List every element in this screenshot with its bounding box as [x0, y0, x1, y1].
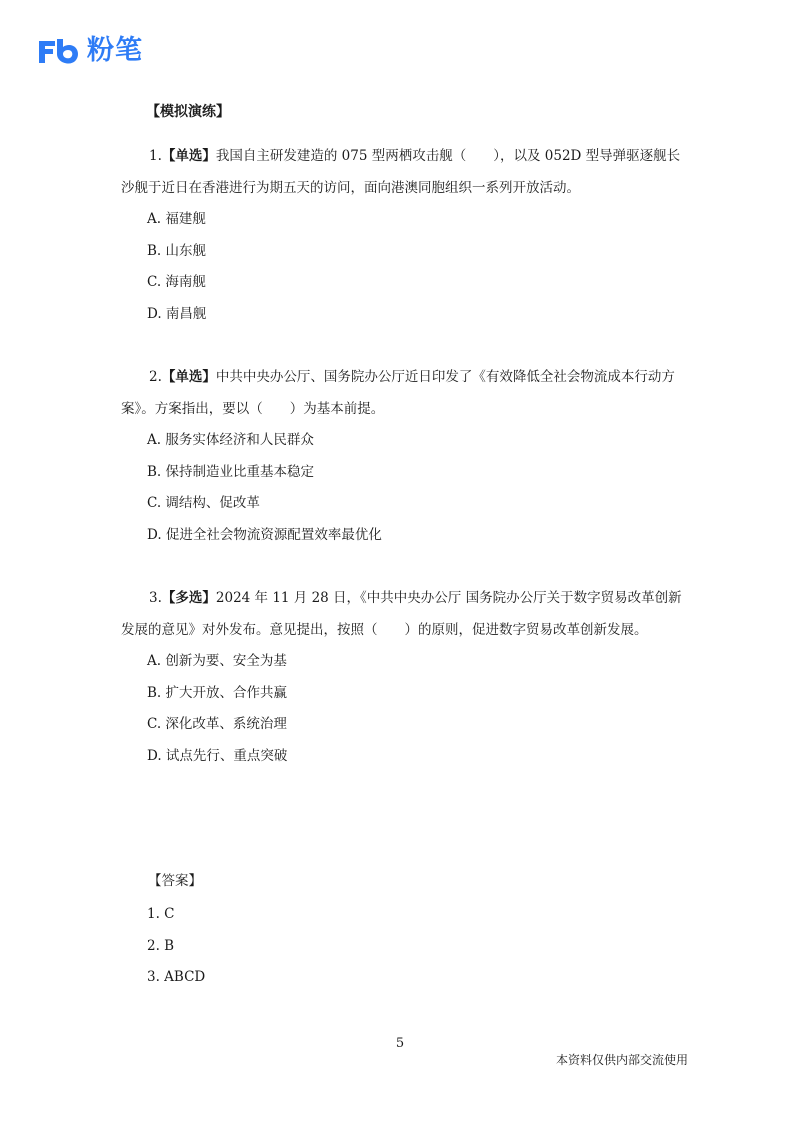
- option-d: D. 试点先行、重点突破: [147, 747, 288, 764]
- option-c: C. 调结构、促改革: [147, 495, 260, 511]
- option-b: B. 扩大开放、合作共赢: [147, 684, 288, 701]
- option-b: B. 保持制造业比重基本稳定: [147, 463, 315, 480]
- option-a: A. 福建舰: [147, 211, 206, 227]
- option-d: D. 南昌舰: [147, 305, 207, 322]
- question-type-tag: 【多选】: [161, 590, 216, 606]
- answer-section: [121, 871, 691, 994]
- question-stem: 2.【单选】中共中央办公厅、国务院办公厅近日印发了《有效降低全社会物流成本行动方案》。方案指出，要以（ ）为基本前提。: [121, 369, 675, 417]
- section-title: 【模拟演练】: [146, 104, 230, 120]
- question-1: [121, 140, 691, 330]
- fb-logo-icon: [37, 37, 81, 65]
- option-c: C. 深化改革、系统治理: [147, 716, 287, 732]
- option-d: D. 促进全社会物流资源配置效率最优化: [147, 526, 382, 543]
- brand-logo: [37, 34, 143, 68]
- question-type-tag: 【单选】: [161, 148, 216, 164]
- option-a: A. 创新为要、安全为基: [147, 653, 287, 669]
- question-type-tag: 【单选】: [161, 369, 216, 385]
- page-number: 5: [395, 1036, 405, 1051]
- question-stem: 1.【单选】我国自主研发建造的 075 型两栖攻击舰（ ），以及 052D 型导弹驱逐舰长沙舰于近日在香港进行为期五天的访问，面向港澳同胞组织一系列开放活动。: [121, 148, 681, 196]
- footer-note: 本资料仅供内部交流使用: [555, 1053, 688, 1067]
- logo-text: 粉笔: [87, 35, 143, 66]
- answer-item: 1. C: [147, 906, 175, 922]
- answer-title: 【答案】: [148, 873, 202, 889]
- question-stem: 3.【多选】2024 年 11 月 28 日，《中共中央办公厅 国务院办公厅关于数字贸易改革创新发展的意见》对外发布。意见提出，按照（ ）的原则，促进数字贸易改革创新发展。: [121, 590, 682, 638]
- answer-item: 2. B: [147, 937, 175, 954]
- question-3: [121, 582, 691, 772]
- option-a: A. 服务实体经济和人民群众: [147, 432, 314, 448]
- option-c: C. 海南舰: [147, 274, 206, 290]
- answer-item: 3. ABCD: [147, 969, 206, 985]
- option-b: B. 山东舰: [147, 242, 207, 259]
- question-2: [121, 361, 691, 551]
